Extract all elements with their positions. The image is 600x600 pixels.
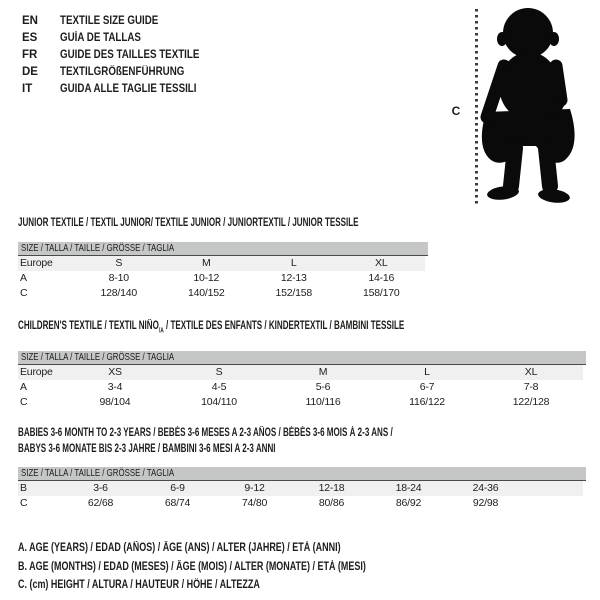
size-cell: 110/116	[305, 396, 341, 409]
size-cell: 158/170	[362, 286, 400, 299]
table-row	[18, 256, 425, 271]
size-header-bar	[18, 351, 586, 365]
size-table	[18, 481, 583, 511]
row-label: A	[20, 271, 27, 284]
spacer-cell	[524, 496, 583, 511]
size-cell: 4-5	[211, 381, 227, 394]
table-row	[18, 380, 583, 395]
size-table-sections	[18, 216, 583, 511]
size-cell: 6-9	[170, 482, 185, 495]
size-cell: 86/92	[395, 497, 422, 510]
size-cell: 116/122	[409, 396, 445, 409]
size-table	[18, 256, 425, 301]
size-cell: 68/74	[164, 497, 191, 510]
section-heading	[18, 319, 583, 339]
size-cell: M	[201, 256, 211, 269]
row-label: B	[20, 482, 27, 495]
size-cell: 62/68	[87, 497, 114, 510]
size-header-text: SIZE / TALLA / TAILLE / GRÖSSE / TAGLIA	[21, 467, 175, 480]
footnotes	[18, 539, 583, 595]
language-title: TEXTILE SIZE GUIDE	[60, 15, 159, 27]
language-title: GUÍA DE TALLAS	[60, 32, 141, 44]
section-heading-line	[18, 216, 583, 232]
row-label: Europe	[20, 366, 53, 379]
footnote-text: B. AGE (MONTHS) / EDAD (MESES) / ÂGE (MOIS) / ALTER (MONATE) / ETÀ (MESI)	[18, 560, 366, 573]
size-cell: 152/158	[275, 286, 313, 299]
language-item	[22, 64, 224, 81]
language-code: DE	[22, 66, 38, 78]
section-heading-line	[18, 426, 583, 442]
language-code: EN	[22, 15, 38, 27]
size-cell: 80/86	[318, 497, 345, 510]
size-cell: 3-6	[93, 482, 108, 495]
footnote-text: A. AGE (YEARS) / EDAD (AÑOS) / ÂGE (ANS) / ALTER (JAHRE) / ETÀ (ANNI)	[18, 542, 341, 555]
language-code: ES	[22, 32, 38, 44]
language-title: GUIDA ALLE TAGLIE TESSILI	[60, 83, 197, 95]
size-cell: 9-12	[244, 482, 265, 495]
size-cell: M	[318, 366, 328, 379]
table-row	[18, 481, 583, 496]
row-label: C	[20, 286, 28, 299]
section-heading-text: JUNIOR TEXTILE / TEXTIL JUNIOR/ TEXTILE JUNIOR / JUNIORTEXTIL / JUNIOR TESSILE	[18, 217, 359, 229]
size-cell: 128/140	[100, 286, 138, 299]
table-row	[18, 395, 583, 410]
language-item	[22, 47, 224, 64]
footnote	[18, 558, 583, 577]
section-heading-line	[18, 319, 583, 339]
size-cell: 3-4	[107, 381, 123, 394]
language-code: FR	[22, 49, 38, 61]
size-cell: L	[290, 256, 297, 269]
table-row	[18, 286, 425, 301]
section-heading-text: BABIES 3-6 MONTH TO 2-3 YEARS / BEBÉS 3-6 MESES A 2-3 AÑOS / BÉBÉS 3-6 MOIS À 2-3 ANS /	[18, 427, 393, 440]
size-table-section-babies	[18, 426, 583, 511]
table-row	[18, 365, 583, 380]
section-heading-line	[18, 442, 583, 458]
toddler-silhouette-icon	[420, 0, 600, 220]
size-header-bar	[18, 242, 428, 256]
size-cell: 92/98	[472, 497, 499, 510]
size-cell: 74/80	[241, 497, 268, 510]
size-cell: 18-24	[395, 482, 422, 495]
section-heading	[18, 216, 583, 232]
size-cell: S	[215, 366, 223, 379]
size-guide-content	[18, 216, 583, 595]
spacer-cell	[524, 481, 583, 496]
language-item	[22, 30, 224, 47]
size-header-bar	[18, 467, 586, 481]
row-label: C	[20, 396, 28, 409]
size-table-section-junior	[18, 216, 583, 301]
size-cell: 122/128	[512, 396, 550, 409]
row-label: A	[20, 381, 27, 394]
language-list	[22, 13, 224, 98]
size-cell: 7-8	[523, 381, 539, 394]
language-title: GUIDE DES TAILLES TEXTILE	[60, 49, 200, 61]
language-item	[22, 13, 224, 30]
size-cell: 140/152	[187, 286, 225, 299]
size-cell: 12-13	[280, 271, 307, 284]
size-cell: 98/104	[99, 396, 131, 409]
size-cell: 5-6	[315, 381, 331, 394]
size-cell: 10-12	[193, 271, 220, 284]
size-cell: 6-7	[419, 381, 435, 394]
size-table-section-children	[18, 319, 583, 411]
size-cell: 12-18	[318, 482, 345, 495]
section-heading	[18, 426, 583, 457]
footnote	[18, 539, 583, 558]
table-row	[18, 271, 425, 286]
row-label: Europe	[20, 256, 53, 269]
footnote-text: C. (cm) HEIGHT / ALTURA / HAUTEUR / HÖHE / ALTEZZA	[18, 579, 260, 592]
size-cell: 24-36	[472, 482, 499, 495]
footnote	[18, 576, 583, 595]
size-header-text: SIZE / TALLA / TAILLE / GRÖSSE / TAGLIA	[21, 241, 175, 254]
row-label: C	[20, 497, 28, 510]
language-title: TEXTILGRÖßENFÜHRUNG	[60, 66, 185, 78]
language-code: IT	[22, 83, 33, 95]
size-cell: XL	[524, 366, 538, 379]
section-heading-text: CHILDREN'S TEXTILE / TEXTIL $NIÑO_{/A}$ / TEXTILE DES ENFANTS / KINDERTEXTIL / BAMBINI TESSILE	[18, 319, 405, 334]
size-cell: 14-16	[368, 271, 395, 284]
size-header-text: SIZE / TALLA / TAILLE / GRÖSSE / TAGLIA	[21, 351, 175, 364]
size-cell: XL	[375, 256, 388, 269]
height-measure-label: C	[451, 104, 461, 118]
figure-area	[420, 0, 600, 220]
size-cell: 8-10	[108, 271, 129, 284]
size-cell: S	[115, 256, 123, 269]
size-cell: XS	[108, 366, 122, 379]
language-item	[22, 81, 224, 98]
size-cell: 104/110	[201, 396, 237, 409]
size-table	[18, 365, 583, 410]
section-heading-text: BABYS 3-6 MONATE BIS 2-3 JAHRE / BAMBINI 3-6 MESI A 2-3 ANNI	[18, 442, 276, 455]
table-row	[18, 496, 583, 511]
size-cell: L	[424, 366, 430, 379]
